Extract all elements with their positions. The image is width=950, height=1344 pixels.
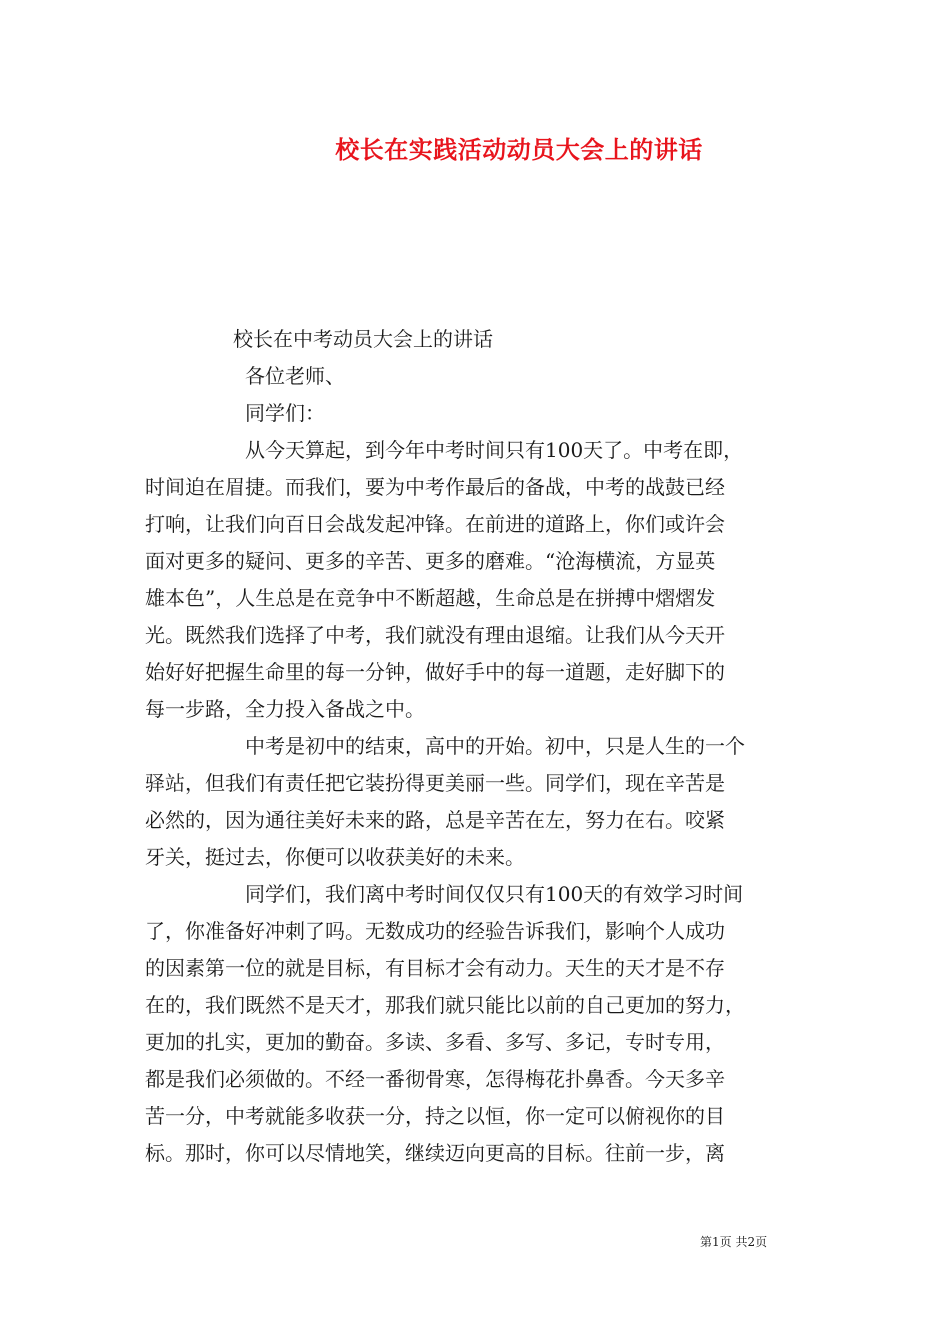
paragraph-1: [145, 432, 805, 728]
paragraph-line: 标。那时，你可以尽情地笑，继续迈向更高的目标。往前一步，离: [145, 1141, 725, 1165]
paragraph-line: 雄本色”，人生总是在竞争中不断超越，生命总是在拼搏中熠熠发: [145, 586, 716, 610]
speech-subtitle: 校长在中考动员大会上的讲话: [233, 327, 493, 351]
paragraph-line: 同学们，我们离中考时间仅仅只有100天的有效学习时间: [245, 882, 744, 906]
paragraph-line: 在的，我们既然不是天才，那我们就只能比以前的自己更加的努力，: [145, 993, 745, 1017]
paragraph-line: 苦一分，中考就能多收获一分，持之以恒，你一定可以俯视你的目: [145, 1104, 725, 1128]
paragraph-line: 牙关，挺过去，你便可以收获美好的未来。: [145, 845, 525, 869]
paragraph-line: 打响，让我们向百日会战发起冲锋。在前进的道路上，你们或许会: [145, 512, 725, 536]
paragraph-3: [145, 876, 805, 1172]
page-number-footer: 第1页 共2页: [700, 1235, 768, 1249]
salutation-teachers: 各位老师、: [245, 364, 345, 388]
document-title: 校长在实践活动动员大会上的讲话: [335, 135, 703, 164]
paragraph-line: 面对更多的疑问、更多的辛苦、更多的磨难。“沧海横流，方显英: [145, 549, 716, 573]
paragraph-2: [145, 728, 805, 876]
paragraph-line: 时间迫在眉捷。而我们，要为中考作最后的备战，中考的战鼓已经: [145, 475, 725, 499]
paragraph-line: 光。既然我们选择了中考，我们就没有理由退缩。让我们从今天开: [145, 623, 725, 647]
paragraph-line: 必然的，因为通往美好未来的路，总是辛苦在左，努力在右。咬紧: [145, 808, 725, 832]
paragraph-line: 每一步路，全力投入备战之中。: [145, 697, 425, 721]
paragraph-line: 更加的扎实，更加的勤奋。多读、多看、多写、多记，专时专用，: [145, 1030, 725, 1054]
paragraph-line: 了，你准备好冲刺了吗。无数成功的经验告诉我们，影响个人成功: [145, 919, 725, 943]
paragraph-line: 的因素第一位的就是目标，有目标才会有动力。天生的天才是不存: [145, 956, 725, 980]
paragraph-line: 始好好把握生命里的每一分钟，做好手中的每一道题，走好脚下的: [145, 660, 725, 684]
salutation-students: 同学们：: [245, 401, 325, 425]
paragraph-line: 从今天算起，到今年中考时间只有100天了。中考在即，: [245, 438, 744, 462]
paragraph-line: 中考是初中的结束，高中的开始。初中，只是人生的一个: [245, 734, 745, 758]
paragraph-line: 都是我们必须做的。不经一番彻骨寒，怎得梅花扑鼻香。今天多辛: [145, 1067, 725, 1091]
paragraph-line: 驿站，但我们有责任把它装扮得更美丽一些。同学们，现在辛苦是: [145, 771, 725, 795]
document-body: [145, 321, 805, 1172]
